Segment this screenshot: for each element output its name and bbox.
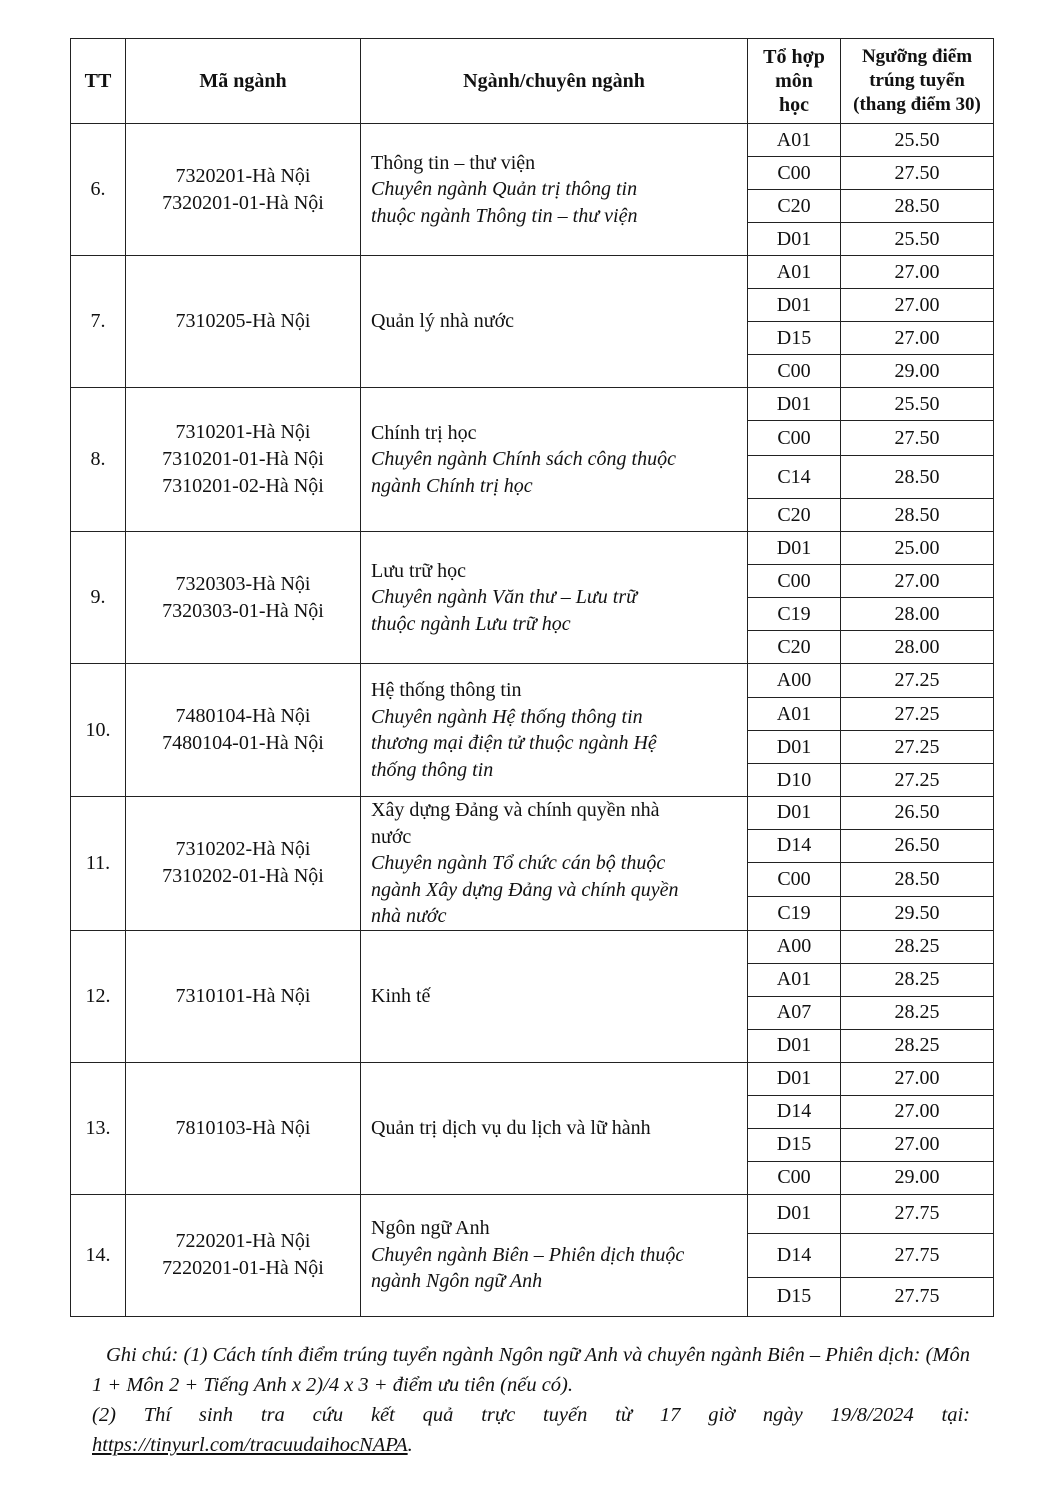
specialization-name: ngành Xây dựng Đảng và chính quyền bbox=[371, 878, 679, 901]
subject-combination: D15 bbox=[748, 322, 841, 355]
major-code-cell bbox=[126, 532, 361, 664]
major-name: nước bbox=[371, 825, 412, 848]
major-name-cell bbox=[361, 388, 748, 532]
subject-combination: A01 bbox=[748, 256, 841, 289]
table-header-row bbox=[71, 39, 994, 124]
subject-combination: D01 bbox=[748, 532, 841, 565]
specialization-name: Chuyên ngành Biên – Phiên dịch thuộc bbox=[371, 1243, 685, 1266]
subject-combination: D01 bbox=[748, 289, 841, 322]
specialization-name: Chuyên ngành Tổ chức cán bộ thuộc bbox=[371, 852, 666, 874]
table-row bbox=[71, 664, 994, 698]
major-code-cell bbox=[126, 664, 361, 797]
specialization-name: ngành Chính trị học bbox=[371, 474, 533, 497]
major-code-cell bbox=[126, 797, 361, 931]
header-combo-line: Tổ hợp bbox=[763, 46, 825, 68]
cutoff-score: 28.25 bbox=[841, 996, 994, 1029]
table-body bbox=[71, 124, 994, 1317]
cutoff-score: 27.25 bbox=[841, 764, 994, 797]
row-number: 6. bbox=[71, 124, 126, 256]
major-name: Hệ thống thông tin bbox=[371, 679, 522, 701]
specialization-name: Chuyên ngành Chính sách công thuộc bbox=[371, 448, 676, 471]
major-code-cell bbox=[126, 388, 361, 532]
note-1: Ghi chú: (1) Cách tính điểm trúng tuyển ngành Ngôn ngữ Anh và chuyên ngành Biên – Phiên dịch: (Môn 1 + Môn 2 + Tiếng Anh x 2)/4 x 3 + điểm ưu tiên (nếu có). bbox=[92, 1344, 970, 1396]
major-name: Quản lý nhà nước bbox=[371, 310, 515, 333]
cutoff-score: 25.00 bbox=[841, 532, 994, 565]
major-code: 7310201-Hà Nội bbox=[175, 421, 311, 443]
admission-score-table bbox=[70, 38, 994, 1317]
subject-combination: C20 bbox=[748, 190, 841, 223]
subject-combination: A01 bbox=[748, 698, 841, 731]
subject-combination: C00 bbox=[748, 355, 841, 388]
cutoff-score: 28.25 bbox=[841, 930, 994, 963]
cutoff-score: 27.00 bbox=[841, 1128, 994, 1161]
row-number: 13. bbox=[71, 1062, 126, 1194]
cutoff-score: 27.00 bbox=[841, 256, 994, 289]
specialization-name: thuộc ngành Lưu trữ học bbox=[371, 612, 571, 635]
major-name-cell bbox=[361, 532, 748, 664]
subject-combination: D15 bbox=[748, 1128, 841, 1161]
major-code: 7320303-Hà Nội bbox=[175, 572, 311, 595]
cutoff-score: 28.50 bbox=[841, 456, 994, 499]
subject-combination: D01 bbox=[748, 1062, 841, 1095]
major-code-cell bbox=[126, 1194, 361, 1316]
cutoff-score: 28.00 bbox=[841, 598, 994, 631]
cutoff-score: 28.50 bbox=[841, 499, 994, 532]
subject-combination: C00 bbox=[748, 863, 841, 897]
major-code-cell bbox=[126, 124, 361, 256]
subject-combination: D01 bbox=[748, 223, 841, 256]
subject-combination: A01 bbox=[748, 124, 841, 157]
cutoff-score: 26.50 bbox=[841, 797, 994, 830]
subject-combination: D10 bbox=[748, 764, 841, 797]
specialization-name: ngành Ngôn ngữ Anh bbox=[371, 1270, 543, 1293]
major-name-cell bbox=[361, 1062, 748, 1194]
specialization-name: Chuyên ngành Hệ thống thông tin bbox=[371, 705, 643, 728]
cutoff-score: 27.00 bbox=[841, 1095, 994, 1128]
major-name: Lưu trữ học bbox=[371, 559, 466, 582]
major-name: Quản trị dịch vụ du lịch và lữ hành bbox=[371, 1116, 651, 1139]
cutoff-score: 29.00 bbox=[841, 355, 994, 388]
subject-combination: D01 bbox=[748, 388, 841, 421]
major-code-cell bbox=[126, 1062, 361, 1194]
header-tt: TT bbox=[71, 39, 126, 124]
cutoff-score: 27.75 bbox=[841, 1194, 994, 1233]
major-name: Thông tin – thư viện bbox=[371, 151, 536, 174]
specialization-name: thuộc ngành Thông tin – thư viện bbox=[371, 204, 638, 227]
major-code: 7810103-Hà Nội bbox=[175, 1116, 311, 1139]
major-name-cell bbox=[361, 797, 748, 931]
major-code: 7310202-01-Hà Nội bbox=[162, 865, 324, 888]
subject-combination: C19 bbox=[748, 598, 841, 631]
major-name-cell bbox=[361, 930, 748, 1062]
table-row bbox=[71, 930, 994, 963]
specialization-name: thương mại điện tử thuộc ngành Hệ bbox=[371, 732, 657, 754]
major-code: 7310205-Hà Nội bbox=[175, 310, 311, 332]
lookup-link[interactable]: https://tinyurl.com/tracuudaihocNAPA bbox=[92, 1434, 408, 1456]
cutoff-score: 28.50 bbox=[841, 863, 994, 897]
header-score-line: (thang điểm 30) bbox=[853, 94, 981, 115]
notes-section bbox=[92, 1340, 970, 1460]
cutoff-score: 28.00 bbox=[841, 631, 994, 664]
table-row bbox=[71, 256, 994, 289]
table-row bbox=[71, 797, 994, 830]
major-code-cell bbox=[126, 256, 361, 388]
subject-combination: A00 bbox=[748, 664, 841, 698]
cutoff-score: 27.50 bbox=[841, 421, 994, 456]
subject-combination: C00 bbox=[748, 421, 841, 456]
major-name-cell bbox=[361, 124, 748, 256]
major-name: Chính trị học bbox=[371, 421, 477, 444]
major-name: Xây dựng Đảng và chính quyền nhà bbox=[371, 799, 660, 821]
header-combo-line: môn bbox=[775, 70, 813, 92]
subject-combination: A07 bbox=[748, 996, 841, 1029]
specialization-name: nhà nước bbox=[371, 905, 447, 927]
row-number: 14. bbox=[71, 1194, 126, 1316]
table-row bbox=[71, 1194, 994, 1233]
note-2-text: (2) Thí sinh tra cứu kết quả trực tuyến từ 17 giờ ngày 19/8/2024 tại: bbox=[92, 1404, 970, 1426]
subject-combination: C19 bbox=[748, 896, 841, 930]
subject-combination: C20 bbox=[748, 631, 841, 664]
cutoff-score: 29.50 bbox=[841, 896, 994, 930]
subject-combination: D01 bbox=[748, 1029, 841, 1062]
note-2-end: . bbox=[407, 1434, 413, 1456]
major-name: Kinh tế bbox=[371, 984, 431, 1007]
cutoff-score: 27.75 bbox=[841, 1233, 994, 1277]
header-score-line: Ngưỡng điểm bbox=[861, 46, 973, 67]
major-code: 7220201-Hà Nội bbox=[175, 1230, 311, 1252]
header-score-line: trúng tuyển bbox=[869, 70, 965, 91]
specialization-name: Chuyên ngành Văn thư – Lưu trữ bbox=[371, 586, 638, 609]
table-row bbox=[71, 1062, 994, 1095]
major-code-cell bbox=[126, 930, 361, 1062]
major-name: Ngôn ngữ Anh bbox=[371, 1217, 490, 1240]
cutoff-score: 27.00 bbox=[841, 289, 994, 322]
header-combo-line: học bbox=[779, 94, 809, 116]
header-combo bbox=[748, 39, 841, 124]
header-score bbox=[841, 39, 994, 124]
subject-combination: C00 bbox=[748, 157, 841, 190]
cutoff-score: 27.00 bbox=[841, 1062, 994, 1095]
major-code: 7480104-Hà Nội bbox=[175, 705, 311, 727]
table-row bbox=[71, 388, 994, 421]
major-name-cell bbox=[361, 664, 748, 797]
row-number: 8. bbox=[71, 388, 126, 532]
subject-combination: D01 bbox=[748, 797, 841, 830]
cutoff-score: 27.50 bbox=[841, 157, 994, 190]
subject-combination: D01 bbox=[748, 731, 841, 764]
subject-combination: A01 bbox=[748, 963, 841, 996]
subject-combination: C20 bbox=[748, 499, 841, 532]
major-code: 7480104-01-Hà Nội bbox=[162, 732, 324, 754]
cutoff-score: 26.50 bbox=[841, 829, 994, 863]
cutoff-score: 27.75 bbox=[841, 1277, 994, 1316]
major-code: 7220201-01-Hà Nội bbox=[162, 1257, 324, 1279]
row-number: 11. bbox=[71, 797, 126, 931]
specialization-name: thống thông tin bbox=[371, 758, 494, 781]
cutoff-score: 28.25 bbox=[841, 963, 994, 996]
cutoff-score: 27.00 bbox=[841, 322, 994, 355]
cutoff-score: 27.25 bbox=[841, 731, 994, 764]
major-code: 7310201-02-Hà Nội bbox=[162, 475, 324, 497]
row-number: 10. bbox=[71, 664, 126, 797]
row-number: 9. bbox=[71, 532, 126, 664]
header-major: Ngành/chuyên ngành bbox=[361, 39, 748, 124]
major-code: 7310202-Hà Nội bbox=[175, 838, 311, 861]
subject-combination: D15 bbox=[748, 1277, 841, 1316]
major-code: 7310101-Hà Nội bbox=[175, 984, 311, 1007]
major-name-cell bbox=[361, 256, 748, 388]
cutoff-score: 28.50 bbox=[841, 190, 994, 223]
cutoff-score: 27.00 bbox=[841, 565, 994, 598]
major-code: 7320201-Hà Nội bbox=[175, 164, 311, 187]
specialization-name: Chuyên ngành Quản trị thông tin bbox=[371, 178, 638, 201]
subject-combination: D14 bbox=[748, 1233, 841, 1277]
cutoff-score: 28.25 bbox=[841, 1029, 994, 1062]
row-number: 12. bbox=[71, 930, 126, 1062]
header-code: Mã ngành bbox=[126, 39, 361, 124]
major-code: 7310201-01-Hà Nội bbox=[162, 448, 324, 470]
subject-combination: C00 bbox=[748, 565, 841, 598]
row-number: 7. bbox=[71, 256, 126, 388]
subject-combination: D14 bbox=[748, 1095, 841, 1128]
major-name-cell bbox=[361, 1194, 748, 1316]
cutoff-score: 25.50 bbox=[841, 388, 994, 421]
major-code: 7320201-01-Hà Nội bbox=[162, 191, 324, 214]
table-row bbox=[71, 124, 994, 157]
cutoff-score: 27.25 bbox=[841, 664, 994, 698]
subject-combination: A00 bbox=[748, 930, 841, 963]
subject-combination: D14 bbox=[748, 829, 841, 863]
subject-combination: D01 bbox=[748, 1194, 841, 1233]
major-code: 7320303-01-Hà Nội bbox=[162, 599, 324, 622]
cutoff-score: 27.25 bbox=[841, 698, 994, 731]
cutoff-score: 25.50 bbox=[841, 223, 994, 256]
note-2 bbox=[92, 1400, 970, 1460]
subject-combination: C00 bbox=[748, 1161, 841, 1194]
cutoff-score: 29.00 bbox=[841, 1161, 994, 1194]
subject-combination: C14 bbox=[748, 456, 841, 499]
table-row bbox=[71, 532, 994, 565]
cutoff-score: 25.50 bbox=[841, 124, 994, 157]
